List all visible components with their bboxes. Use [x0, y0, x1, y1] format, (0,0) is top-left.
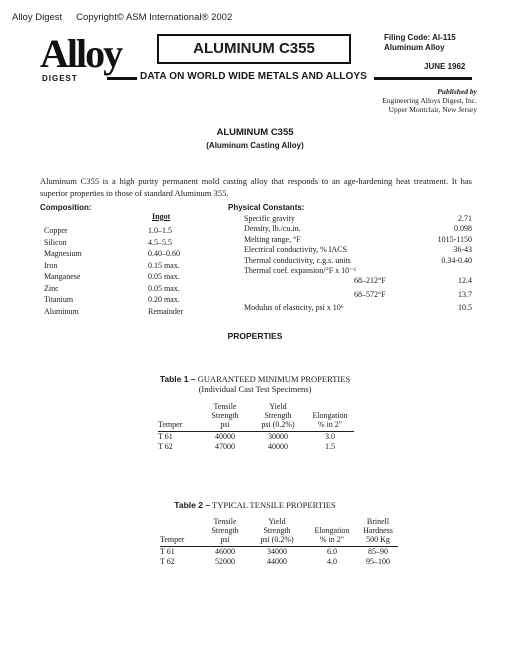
- column-header: Tensile Strength psi: [200, 399, 250, 432]
- copyright-notice: Copyright© ASM International® 2002: [76, 12, 233, 23]
- table1-title: GUARANTEED MINIMUM PROPERTIES: [197, 374, 351, 384]
- element-name: Magnesium: [44, 249, 82, 258]
- publisher-name: Engineering Alloys Digest, Inc.: [382, 96, 477, 105]
- constant-label: Specific gravity: [244, 214, 295, 223]
- column-header: Yield Strength psi (0.2%): [250, 399, 306, 432]
- element-value: 1.0–1.5: [148, 226, 172, 235]
- element-value: 0.05 max.: [148, 272, 180, 281]
- composition-row: [40, 237, 238, 249]
- table-cell: 3.0: [325, 432, 335, 441]
- published-by-label: Published by: [437, 87, 477, 96]
- composition-row: [40, 260, 238, 272]
- filing-code: Filing Code: Al-115: [384, 33, 456, 42]
- table-row: [158, 442, 354, 452]
- column-header: Elongation % in 2": [306, 514, 358, 547]
- masthead-rule-right: [374, 77, 472, 80]
- table2-number: Table 2 –: [174, 500, 211, 510]
- physical-constant-row: [244, 303, 472, 313]
- element-value: 0.20 max.: [148, 295, 180, 304]
- element-name: Copper: [44, 226, 68, 235]
- element-name: Iron: [44, 260, 58, 270]
- logo-word: Alloy: [40, 31, 122, 76]
- physical-constant-row: [244, 290, 472, 300]
- column-header: Elongation % in 2": [306, 399, 354, 432]
- table-cell: 34000: [267, 547, 287, 556]
- constant-label: Melting range, °F: [244, 234, 301, 244]
- physical-constants-heading: Physical Constants:: [228, 203, 305, 212]
- table1-caption: [0, 374, 510, 394]
- composition-row: [40, 306, 238, 318]
- table1-number: Table 1 –: [159, 374, 196, 384]
- element-value: 0.05 max.: [148, 283, 180, 293]
- table2-title: TYPICAL TENSILE PROPERTIES: [212, 500, 336, 510]
- composition-heading: Composition:: [40, 203, 92, 212]
- composition-row: [40, 283, 238, 295]
- table1-subtitle: (Individual Cast Test Specimens): [198, 384, 312, 394]
- issue-date: JUNE 1962: [424, 62, 466, 71]
- filing-info: [384, 33, 456, 53]
- element-value: 0.15 max.: [148, 260, 180, 270]
- column-header: Yield Strength psi (0.2%): [248, 514, 306, 547]
- physical-constant-row: [244, 235, 472, 245]
- constant-value: 13.7: [458, 289, 472, 299]
- constant-label: Modulus of elasticity, psi x 10⁶: [244, 303, 344, 313]
- masthead-rule-left: [107, 77, 137, 80]
- element-value: 4.5–5.5: [148, 237, 172, 247]
- element-name: Silicon: [44, 237, 67, 247]
- physical-constant-row: [244, 276, 472, 286]
- table-cell: 47000: [215, 441, 235, 451]
- composition-row: [40, 271, 238, 283]
- constant-label: Thermal conductivity, c.g.s. units: [244, 255, 351, 265]
- table-row: [158, 432, 354, 442]
- element-name: Manganese: [44, 272, 81, 281]
- composition-row: [40, 248, 238, 260]
- physical-constant-row: [244, 214, 472, 224]
- page-header: [12, 12, 232, 23]
- typical-tensile-properties-table: [160, 514, 398, 566]
- constant-value: 12.4: [458, 276, 472, 286]
- logo-subword: DIGEST: [42, 74, 78, 83]
- column-header: Brinell Hardness 500 Kg: [358, 514, 398, 547]
- guaranteed-properties-table: [158, 399, 354, 451]
- table-cell: 1.5: [325, 441, 335, 451]
- constant-value: 2.71: [458, 214, 472, 223]
- document-subtitle: (Aluminum Casting Alloy): [206, 141, 304, 150]
- properties-heading: PROPERTIES: [227, 331, 283, 341]
- constant-label: Thermal coef. expansion/°F x 10⁻⁶: [244, 265, 357, 275]
- element-value: Remainder: [148, 306, 184, 316]
- constant-value: 0.34-0.40: [441, 255, 472, 265]
- physical-constants-list: [244, 214, 472, 314]
- physical-constant-row: [244, 266, 472, 276]
- table-cell: T 61: [158, 432, 173, 441]
- table-cell: 40000: [215, 432, 235, 441]
- document-title: ALUMINUM C355: [216, 127, 294, 138]
- element-name: Titanium: [44, 295, 74, 304]
- publisher-block: [355, 87, 477, 114]
- description-paragraph: Aluminum C355 is a high purity permanent mold casting alloy that responds to an age-hardening heat treatment. It has superior properties to those of standard Aluminum 355.: [40, 176, 472, 198]
- table-cell: 85–90: [368, 547, 388, 556]
- table-row: [160, 557, 398, 567]
- constant-label: Electrical conductivity, % IACS: [244, 245, 348, 255]
- composition-table: [40, 225, 238, 317]
- table-cell: 6.0: [327, 547, 337, 556]
- masthead-tagline: DATA ON WORLD WIDE METALS AND ALLOYS: [140, 71, 367, 82]
- column-header: Temper: [160, 514, 202, 547]
- table-cell: 46000: [215, 547, 235, 556]
- physical-constant-row: [244, 245, 472, 255]
- constant-value: 10.5: [458, 303, 472, 313]
- table-cell: 44000: [267, 556, 287, 566]
- publisher-location: Upper Montclair, New Jersey: [388, 105, 477, 114]
- publication-name: Alloy Digest: [12, 12, 63, 23]
- column-header: Temper: [158, 399, 200, 432]
- ingot-column-label: Ingot: [152, 212, 171, 221]
- table-cell: 40000: [268, 441, 288, 451]
- constant-value: 0.098: [454, 224, 472, 234]
- constant-label: 68–572°F: [354, 289, 386, 299]
- element-value: 0.40–0.60: [148, 249, 180, 258]
- table-cell: 52000: [215, 556, 235, 566]
- table-cell: T 62: [158, 441, 173, 451]
- table-row: [160, 547, 398, 557]
- physical-constant-row: [244, 224, 472, 234]
- table-cell: 95–100: [366, 556, 390, 566]
- composition-row: [40, 225, 238, 237]
- constant-label: Density, lb./cu.in.: [244, 224, 301, 234]
- table-cell: 30000: [268, 432, 288, 441]
- element-name: Aluminum: [44, 306, 79, 316]
- table-cell: T 61: [160, 547, 175, 556]
- filing-category: Aluminum Alloy: [384, 43, 445, 52]
- column-header: Tensile Strength psi: [202, 514, 248, 547]
- masthead-title: ALUMINUM C355: [157, 34, 351, 64]
- constant-value: 1015-1150: [437, 234, 472, 244]
- constant-value: 36-43: [453, 245, 472, 255]
- table-cell: 4.0: [327, 556, 337, 566]
- table2-caption: [0, 500, 510, 510]
- table-cell: T 62: [160, 556, 175, 566]
- composition-row: [40, 294, 238, 306]
- physical-constant-row: [244, 256, 472, 266]
- element-name: Zinc: [44, 283, 59, 293]
- constant-label: 68–212°F: [354, 276, 386, 286]
